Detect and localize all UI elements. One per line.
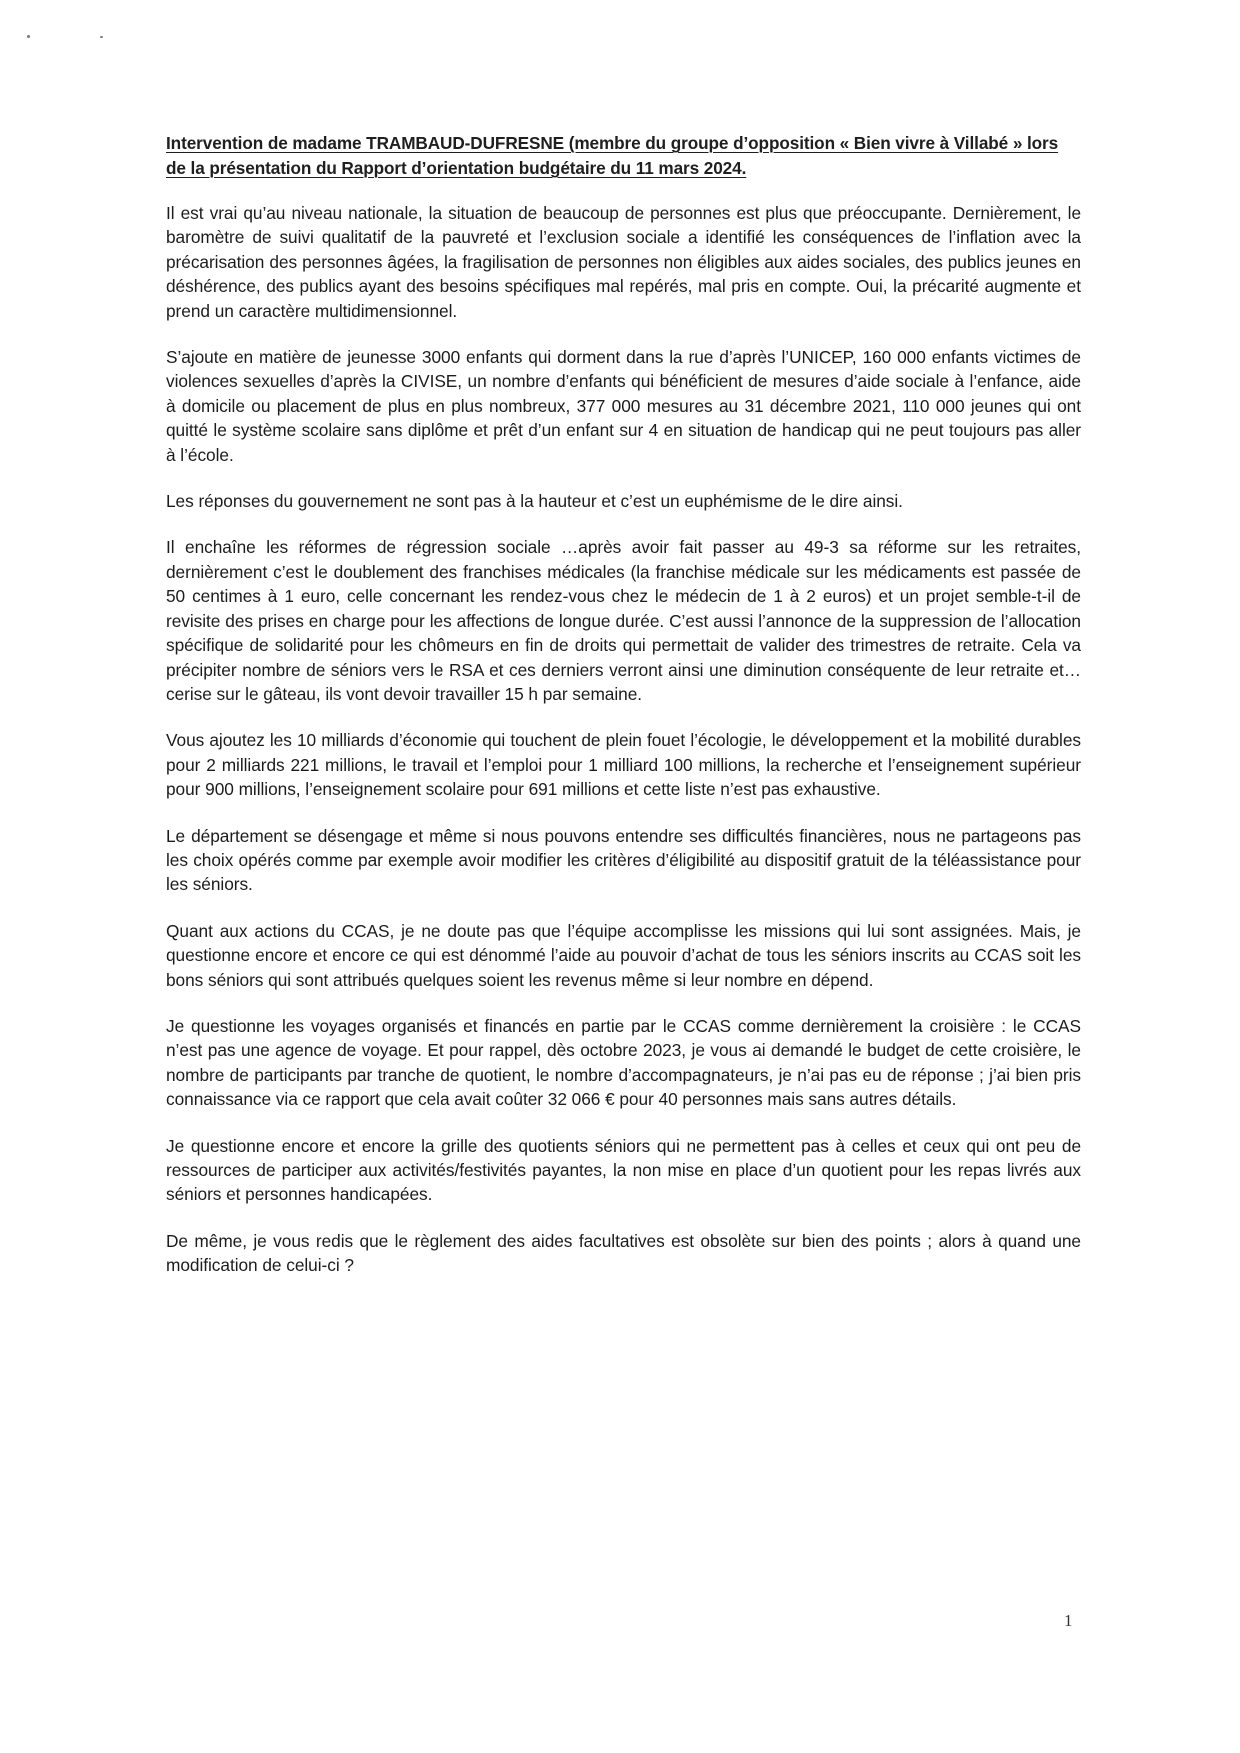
scan-speck	[27, 35, 30, 38]
paragraph-1: Il est vrai qu’au niveau nationale, la situation de beaucoup de personnes est plus que préoccupante. Dernièrement, le baromètre de suivi qualitatif de la pauvreté et l’exclusion sociale a identifié les conséquences de l’inflation avec la précarisation des personnes âgées, la fragilisation de personnes non éligibles aux aides sociales, des publics jeunes en déshérence, des publics ayant des besoins spécifiques mal repérés, mal pris en compte. Oui, la précarité augmente et prend un caractère multidimensionnel.	[166, 203, 1081, 321]
paragraph-6: Le département se désengage et même si nous pouvons entendre ses difficultés financières, nous ne partageons pas les choix opérés comme par exemple avoir modifier les critères d’éligibilité au dispositif gratuit de la téléassistance pour les séniors.	[166, 825, 1081, 895]
document-body	[166, 131, 1081, 1300]
scan-speck	[100, 36, 103, 38]
paragraph-10: De même, je vous redis que le règlement des aides facultatives est obsolète sur bien des points ; alors à quand une modification de celui-ci ?	[166, 1230, 1081, 1276]
paragraph-8: Je questionne les voyages organisés et financés en partie par le CCAS comme dernièrement la croisière : le CCAS n’est pas une agence de voyage. Et pour rappel, dès octobre 2023, je vous ai demandé le budget de cette croisière, le nombre de participants par tranche de quotient, le nombre d’accompagnateurs, je n’ai pas eu de réponse ; j’ai bien pris connaissance via ce rapport que cela avait coûter 32 066 € pour 40 personnes mais sans autres détails.	[166, 1015, 1081, 1110]
paragraph-9: Je questionne encore et encore la grille des quotients séniors qui ne permettent pas à celles et ceux qui ont peu de ressources de participer aux activités/festivités payantes, la non mise en place d’un quotient pour les repas livrés aux séniors et personnes handicapées.	[166, 1135, 1081, 1205]
paragraph-3: Les réponses du gouvernement ne sont pas à la hauteur et c’est un euphémisme de le dire ainsi.	[166, 491, 903, 512]
paragraph-4: Il enchaîne les réformes de régression sociale …après avoir fait passer au 49-3 sa réforme sur les retraites, dernièrement c’est le doublement des franchises médicales (la franchise médicale sur les médicaments est passée de 50 centimes à 1 euro, celle concernant les rendez-vous chez le médecin de 1 à 2 euros) et un projet semble-t-il de revisite des prises en charge pour les affections de longue durée. C’est aussi l’annonce de la suppression de l’allocation spécifique de solidarité pour les chômeurs en fin de droits qui permettait de valider des trimestres de retraite. Cela va précipiter nombre de séniors vers le RSA et ces derniers verront ainsi une diminution conséquente de leur retraite et… cerise sur le gâteau, ils vont devoir travailler 15 h par semaine.	[166, 537, 1081, 704]
paragraph-5: Vous ajoutez les 10 milliards d’économie qui touchent de plein fouet l’écologie, le développement et la mobilité durables pour 2 milliards 221 millions, le travail et l’emploi pour 1 milliard 100 millions, la recherche et l’enseignement supérieur pour 900 millions, l’enseignement scolaire pour 691 millions et cette liste n’est pas exhaustive.	[166, 730, 1081, 800]
page-number: 1	[1064, 1611, 1073, 1630]
paragraph-2: S’ajoute en matière de jeunesse 3000 enfants qui dorment dans la rue d’après l’UNICEP, 160 000 enfants victimes de violences sexuelles d’après la CIVISE, un nombre d’enfants qui bénéficient de mesures d’aide sociale à l’enfance, aide à domicile ou placement de plus en plus nombreux, 377 000 mesures au 31 décembre 2021, 110 000 jeunes qui ont quitté le système scolaire sans diplôme et prêt d’un enfant sur 4 en situation de handicap qui ne peut toujours pas aller à l’école.	[166, 347, 1081, 465]
paragraph-7: Quant aux actions du CCAS, je ne doute pas que l’équipe accomplisse les missions qui lui sont assignées. Mais, je questionne encore et encore ce qui est dénommé l’aide au pouvoir d’achat de tous les séniors inscrits au CCAS soit les bons séniors qui sont attribués quelques soient les revenus même si leur nombre en dépend.	[166, 920, 1081, 990]
document-heading: Intervention de madame TRAMBAUD-DUFRESNE (membre du groupe d’opposition « Bien vivre à Villabé » lors de la présentation du Rapport d’orientation budgétaire du 11 mars 2024.	[166, 133, 1059, 178]
